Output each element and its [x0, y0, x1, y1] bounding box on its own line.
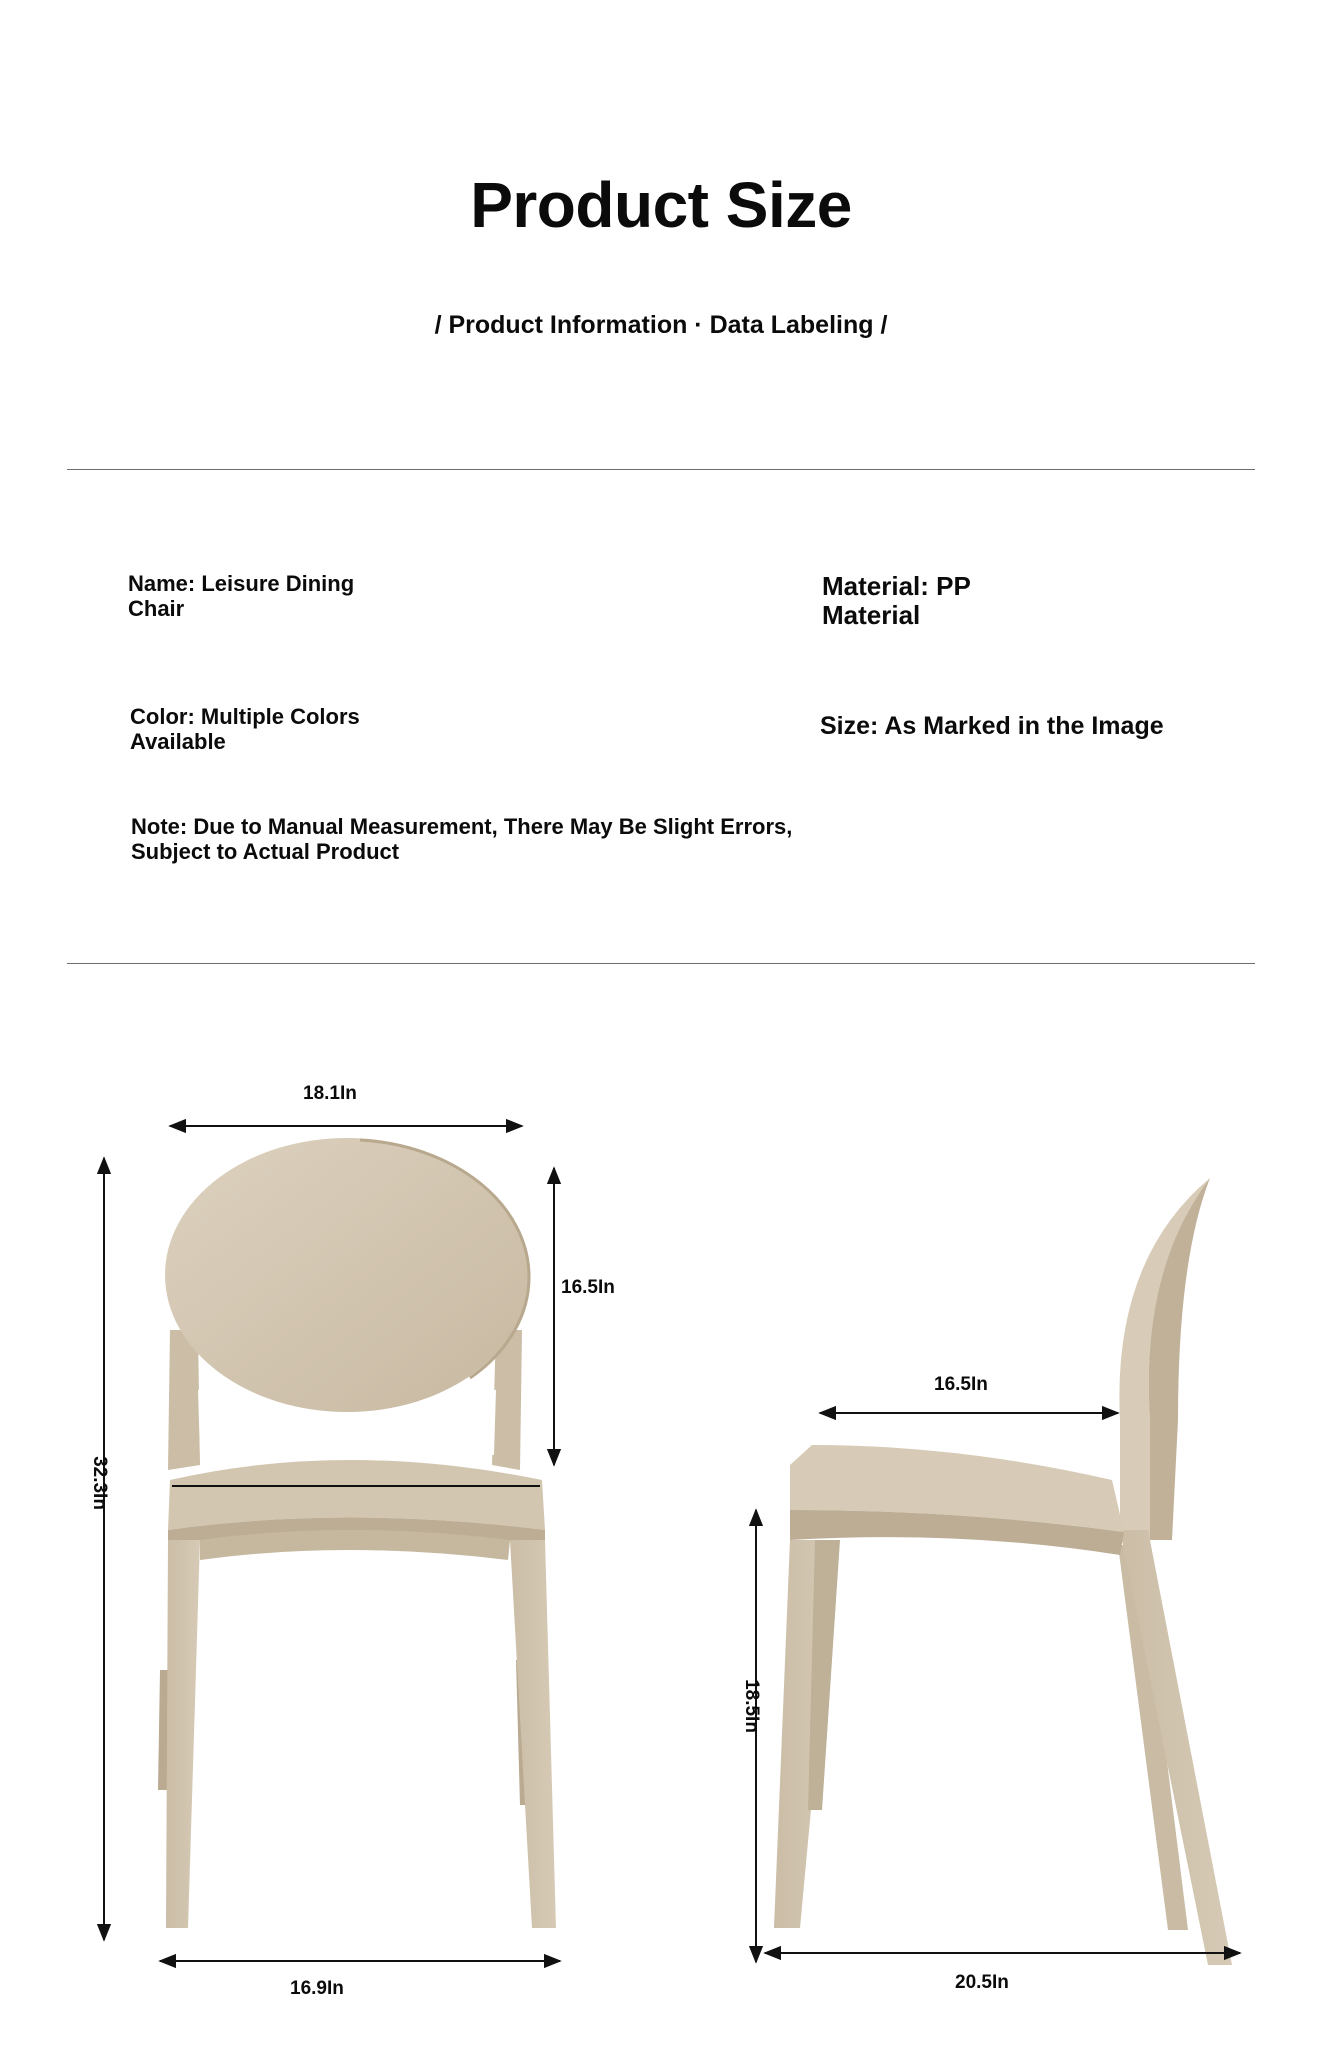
dim-side-seat-height: 18.5In: [740, 1679, 762, 1733]
info-note: Note: Due to Manual Measurement, There May Be Slight Errors, Subject to Actual Product: [131, 814, 793, 864]
info-material: Material: PP Material: [822, 571, 971, 631]
dim-side-seat-depth: 16.5In: [934, 1374, 988, 1395]
side-chair-illustration: [774, 1178, 1232, 1965]
info-color: Color: Multiple Colors Available: [130, 704, 360, 754]
dim-front-leg-width: 16.9In: [290, 1978, 344, 1999]
info-size: Size: As Marked in the Image: [820, 712, 1164, 740]
page-subtitle: / Product Information · Data Labeling /: [434, 311, 888, 339]
dim-front-width: 18.1In: [303, 1083, 357, 1104]
dim-side-depth: 20.5In: [955, 1972, 1009, 1993]
dim-front-back-height: 16.5In: [561, 1277, 615, 1298]
page-title: Product Size: [470, 169, 852, 241]
front-chair-illustration: [158, 1138, 556, 1928]
info-name: Name: Leisure Dining Chair: [128, 571, 355, 621]
dim-front-total-height: 32.3In: [88, 1456, 110, 1510]
